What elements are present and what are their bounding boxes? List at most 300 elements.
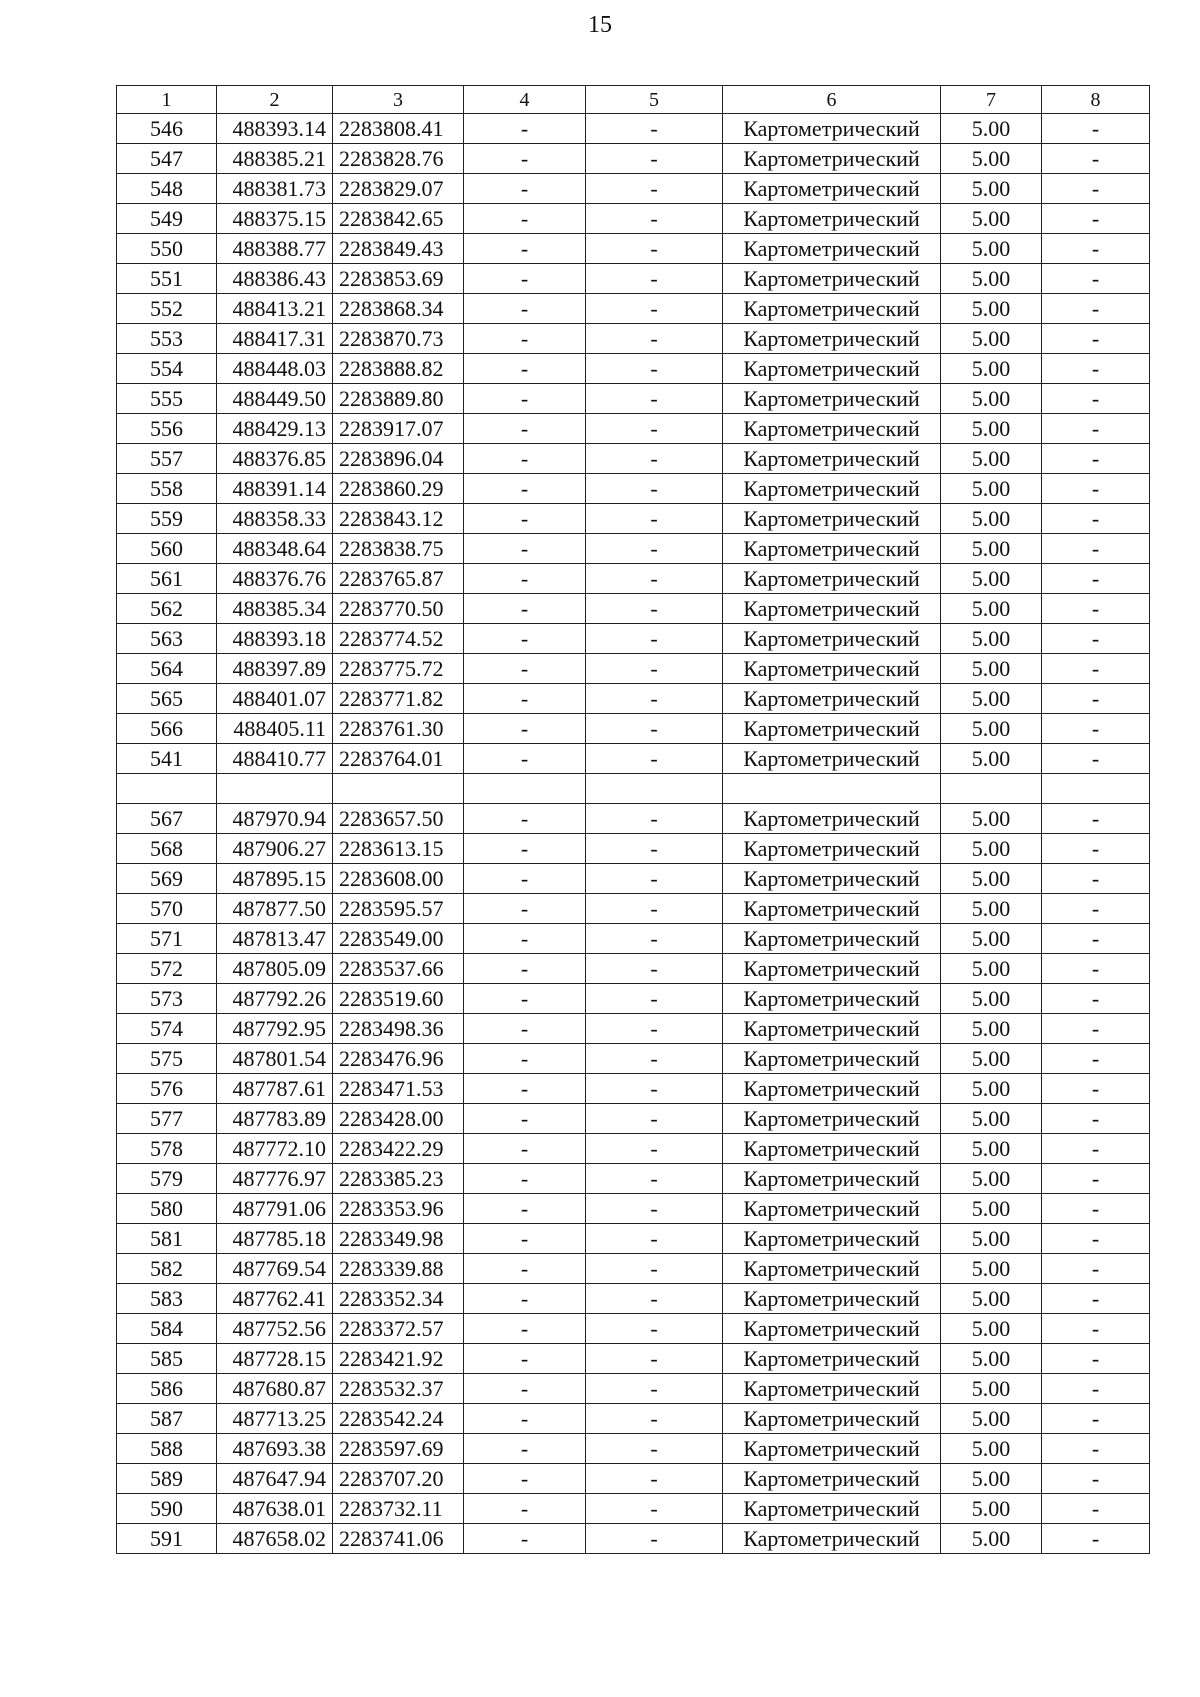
col8-cell: - xyxy=(1042,744,1150,774)
accuracy-cell: 5.00 xyxy=(941,1494,1042,1524)
col5-cell: - xyxy=(586,324,723,354)
x-coordinate-cell: 488397.89 xyxy=(217,654,333,684)
x-coordinate-cell: 487895.15 xyxy=(217,864,333,894)
y-coordinate-cell: 2283352.34 xyxy=(333,1284,464,1314)
col8-cell: - xyxy=(1042,714,1150,744)
x-coordinate-cell: 488410.77 xyxy=(217,744,333,774)
col8-cell: - xyxy=(1042,594,1150,624)
point-number-cell: 573 xyxy=(117,984,217,1014)
accuracy-cell: 5.00 xyxy=(941,1404,1042,1434)
method-cell: Картометрический xyxy=(723,1284,941,1314)
accuracy-cell: 5.00 xyxy=(941,1314,1042,1344)
col4-cell: - xyxy=(464,744,586,774)
table-row xyxy=(117,234,1150,264)
col5-cell: - xyxy=(586,114,723,144)
empty-cell xyxy=(723,774,941,804)
x-coordinate-cell: 487776.97 xyxy=(217,1164,333,1194)
accuracy-cell: 5.00 xyxy=(941,1254,1042,1284)
table-row xyxy=(117,1374,1150,1404)
method-cell: Картометрический xyxy=(723,174,941,204)
col4-cell: - xyxy=(464,1224,586,1254)
column-header: 8 xyxy=(1042,86,1150,114)
table-row xyxy=(117,1014,1150,1044)
method-cell: Картометрический xyxy=(723,924,941,954)
col5-cell: - xyxy=(586,594,723,624)
point-number-cell: 584 xyxy=(117,1314,217,1344)
point-number-cell: 580 xyxy=(117,1194,217,1224)
x-coordinate-cell: 488413.21 xyxy=(217,294,333,324)
col4-cell: - xyxy=(464,144,586,174)
column-header: 7 xyxy=(941,86,1042,114)
accuracy-cell: 5.00 xyxy=(941,354,1042,384)
y-coordinate-cell: 2283849.43 xyxy=(333,234,464,264)
col4-cell: - xyxy=(464,1374,586,1404)
table-row xyxy=(117,1134,1150,1164)
accuracy-cell: 5.00 xyxy=(941,954,1042,984)
empty-cell xyxy=(333,774,464,804)
col8-cell: - xyxy=(1042,864,1150,894)
table-row xyxy=(117,654,1150,684)
y-coordinate-cell: 2283896.04 xyxy=(333,444,464,474)
accuracy-cell: 5.00 xyxy=(941,1224,1042,1254)
y-coordinate-cell: 2283838.75 xyxy=(333,534,464,564)
x-coordinate-cell: 487801.54 xyxy=(217,1044,333,1074)
col4-cell: - xyxy=(464,264,586,294)
col5-cell: - xyxy=(586,984,723,1014)
col4-cell: - xyxy=(464,1524,586,1554)
point-number-cell: 586 xyxy=(117,1374,217,1404)
col5-cell: - xyxy=(586,474,723,504)
table-row xyxy=(117,264,1150,294)
x-coordinate-cell: 487785.18 xyxy=(217,1224,333,1254)
accuracy-cell: 5.00 xyxy=(941,864,1042,894)
table-row xyxy=(117,924,1150,954)
col5-cell: - xyxy=(586,1374,723,1404)
table-row xyxy=(117,354,1150,384)
x-coordinate-cell: 488417.31 xyxy=(217,324,333,354)
col8-cell: - xyxy=(1042,444,1150,474)
col8-cell: - xyxy=(1042,384,1150,414)
y-coordinate-cell: 2283765.87 xyxy=(333,564,464,594)
col4-cell: - xyxy=(464,234,586,264)
y-coordinate-cell: 2283770.50 xyxy=(333,594,464,624)
coordinates-table xyxy=(116,85,1150,1554)
accuracy-cell: 5.00 xyxy=(941,1194,1042,1224)
col8-cell: - xyxy=(1042,114,1150,144)
col4-cell: - xyxy=(464,714,586,744)
method-cell: Картометрический xyxy=(723,1404,941,1434)
col8-cell: - xyxy=(1042,1464,1150,1494)
table-row xyxy=(117,174,1150,204)
method-cell: Картометрический xyxy=(723,834,941,864)
point-number-cell: 565 xyxy=(117,684,217,714)
point-number-cell: 567 xyxy=(117,804,217,834)
col8-cell: - xyxy=(1042,1074,1150,1104)
x-coordinate-cell: 487772.10 xyxy=(217,1134,333,1164)
x-coordinate-cell: 487805.09 xyxy=(217,954,333,984)
table-row xyxy=(117,324,1150,354)
col4-cell: - xyxy=(464,204,586,234)
point-number-cell: 547 xyxy=(117,144,217,174)
accuracy-cell: 5.00 xyxy=(941,894,1042,924)
col4-cell: - xyxy=(464,804,586,834)
y-coordinate-cell: 2283597.69 xyxy=(333,1434,464,1464)
col4-cell: - xyxy=(464,1104,586,1134)
point-number-cell: 558 xyxy=(117,474,217,504)
x-coordinate-cell: 488376.76 xyxy=(217,564,333,594)
method-cell: Картометрический xyxy=(723,534,941,564)
col8-cell: - xyxy=(1042,654,1150,684)
accuracy-cell: 5.00 xyxy=(941,414,1042,444)
accuracy-cell: 5.00 xyxy=(941,474,1042,504)
col8-cell: - xyxy=(1042,204,1150,234)
point-number-cell: 550 xyxy=(117,234,217,264)
method-cell: Картометрический xyxy=(723,414,941,444)
col5-cell: - xyxy=(586,354,723,384)
column-header: 1 xyxy=(117,86,217,114)
col4-cell: - xyxy=(464,1014,586,1044)
col8-cell: - xyxy=(1042,1224,1150,1254)
col5-cell: - xyxy=(586,1344,723,1374)
accuracy-cell: 5.00 xyxy=(941,294,1042,324)
col4-cell: - xyxy=(464,894,586,924)
col5-cell: - xyxy=(586,1224,723,1254)
col5-cell: - xyxy=(586,864,723,894)
x-coordinate-cell: 487970.94 xyxy=(217,804,333,834)
table-row xyxy=(117,1194,1150,1224)
x-coordinate-cell: 488393.18 xyxy=(217,624,333,654)
table-row xyxy=(117,414,1150,444)
y-coordinate-cell: 2283349.98 xyxy=(333,1224,464,1254)
accuracy-cell: 5.00 xyxy=(941,1134,1042,1164)
table-body xyxy=(117,86,1150,1554)
accuracy-cell: 5.00 xyxy=(941,804,1042,834)
y-coordinate-cell: 2283339.88 xyxy=(333,1254,464,1284)
col8-cell: - xyxy=(1042,1014,1150,1044)
col5-cell: - xyxy=(586,294,723,324)
col5-cell: - xyxy=(586,654,723,684)
col4-cell: - xyxy=(464,294,586,324)
table-row xyxy=(117,444,1150,474)
col4-cell: - xyxy=(464,1494,586,1524)
method-cell: Картометрический xyxy=(723,354,941,384)
point-number-cell: 546 xyxy=(117,114,217,144)
y-coordinate-cell: 2283829.07 xyxy=(333,174,464,204)
col5-cell: - xyxy=(586,624,723,654)
col5-cell: - xyxy=(586,894,723,924)
point-number-cell: 553 xyxy=(117,324,217,354)
method-cell: Картометрический xyxy=(723,624,941,654)
y-coordinate-cell: 2283860.29 xyxy=(333,474,464,504)
point-number-cell: 585 xyxy=(117,1344,217,1374)
col5-cell: - xyxy=(586,924,723,954)
method-cell: Картометрический xyxy=(723,594,941,624)
y-coordinate-cell: 2283741.06 xyxy=(333,1524,464,1554)
accuracy-cell: 5.00 xyxy=(941,1464,1042,1494)
accuracy-cell: 5.00 xyxy=(941,744,1042,774)
col5-cell: - xyxy=(586,1134,723,1164)
y-coordinate-cell: 2283595.57 xyxy=(333,894,464,924)
x-coordinate-cell: 487791.06 xyxy=(217,1194,333,1224)
method-cell: Картометрический xyxy=(723,1194,941,1224)
y-coordinate-cell: 2283842.65 xyxy=(333,204,464,234)
point-number-cell: 548 xyxy=(117,174,217,204)
table-row xyxy=(117,534,1150,564)
y-coordinate-cell: 2283498.36 xyxy=(333,1014,464,1044)
empty-cell xyxy=(217,774,333,804)
empty-cell xyxy=(586,774,723,804)
accuracy-cell: 5.00 xyxy=(941,924,1042,954)
point-number-cell: 572 xyxy=(117,954,217,984)
x-coordinate-cell: 487792.26 xyxy=(217,984,333,1014)
table-row xyxy=(117,894,1150,924)
x-coordinate-cell: 488381.73 xyxy=(217,174,333,204)
point-number-cell: 588 xyxy=(117,1434,217,1464)
col5-cell: - xyxy=(586,534,723,564)
accuracy-cell: 5.00 xyxy=(941,1374,1042,1404)
table-row xyxy=(117,594,1150,624)
point-number-cell: 562 xyxy=(117,594,217,624)
col4-cell: - xyxy=(464,384,586,414)
table-row xyxy=(117,114,1150,144)
col8-cell: - xyxy=(1042,1254,1150,1284)
col5-cell: - xyxy=(586,1464,723,1494)
table-row xyxy=(117,1344,1150,1374)
y-coordinate-cell: 2283732.11 xyxy=(333,1494,464,1524)
x-coordinate-cell: 487647.94 xyxy=(217,1464,333,1494)
method-cell: Картометрический xyxy=(723,1014,941,1044)
col5-cell: - xyxy=(586,1194,723,1224)
point-number-cell: 551 xyxy=(117,264,217,294)
col5-cell: - xyxy=(586,954,723,984)
col5-cell: - xyxy=(586,1494,723,1524)
point-number-cell: 541 xyxy=(117,744,217,774)
y-coordinate-cell: 2283537.66 xyxy=(333,954,464,984)
accuracy-cell: 5.00 xyxy=(941,1524,1042,1554)
accuracy-cell: 5.00 xyxy=(941,1014,1042,1044)
col8-cell: - xyxy=(1042,984,1150,1014)
table-row xyxy=(117,474,1150,504)
x-coordinate-cell: 487787.61 xyxy=(217,1074,333,1104)
col5-cell: - xyxy=(586,1434,723,1464)
accuracy-cell: 5.00 xyxy=(941,444,1042,474)
method-cell: Картометрический xyxy=(723,234,941,264)
x-coordinate-cell: 487813.47 xyxy=(217,924,333,954)
column-header: 6 xyxy=(723,86,941,114)
method-cell: Картометрический xyxy=(723,444,941,474)
method-cell: Картометрический xyxy=(723,324,941,354)
col5-cell: - xyxy=(586,144,723,174)
point-number-cell: 559 xyxy=(117,504,217,534)
col4-cell: - xyxy=(464,1164,586,1194)
x-coordinate-cell: 487680.87 xyxy=(217,1374,333,1404)
col5-cell: - xyxy=(586,264,723,294)
method-cell: Картометрический xyxy=(723,744,941,774)
col5-cell: - xyxy=(586,564,723,594)
col4-cell: - xyxy=(464,594,586,624)
y-coordinate-cell: 2283657.50 xyxy=(333,804,464,834)
y-coordinate-cell: 2283917.07 xyxy=(333,414,464,444)
method-cell: Картометрический xyxy=(723,1434,941,1464)
y-coordinate-cell: 2283608.00 xyxy=(333,864,464,894)
col4-cell: - xyxy=(464,1314,586,1344)
accuracy-cell: 5.00 xyxy=(941,324,1042,354)
col4-cell: - xyxy=(464,1404,586,1434)
point-number-cell: 571 xyxy=(117,924,217,954)
col4-cell: - xyxy=(464,924,586,954)
y-coordinate-cell: 2283385.23 xyxy=(333,1164,464,1194)
x-coordinate-cell: 487658.02 xyxy=(217,1524,333,1554)
table-row xyxy=(117,204,1150,234)
table-row xyxy=(117,1464,1150,1494)
col8-cell: - xyxy=(1042,1194,1150,1224)
col8-cell: - xyxy=(1042,894,1150,924)
col4-cell: - xyxy=(464,1284,586,1314)
y-coordinate-cell: 2283764.01 xyxy=(333,744,464,774)
x-coordinate-cell: 488391.14 xyxy=(217,474,333,504)
separator-row xyxy=(117,774,1150,804)
table-row xyxy=(117,1524,1150,1554)
table-row xyxy=(117,1434,1150,1464)
x-coordinate-cell: 487792.95 xyxy=(217,1014,333,1044)
col4-cell: - xyxy=(464,324,586,354)
y-coordinate-cell: 2283421.92 xyxy=(333,1344,464,1374)
x-coordinate-cell: 487752.56 xyxy=(217,1314,333,1344)
col4-cell: - xyxy=(464,1074,586,1104)
table-row xyxy=(117,834,1150,864)
method-cell: Картометрический xyxy=(723,1524,941,1554)
y-coordinate-cell: 2283808.41 xyxy=(333,114,464,144)
x-coordinate-cell: 488375.15 xyxy=(217,204,333,234)
col5-cell: - xyxy=(586,234,723,264)
col8-cell: - xyxy=(1042,174,1150,204)
col5-cell: - xyxy=(586,684,723,714)
method-cell: Картометрический xyxy=(723,1224,941,1254)
col8-cell: - xyxy=(1042,534,1150,564)
col8-cell: - xyxy=(1042,354,1150,384)
col8-cell: - xyxy=(1042,1044,1150,1074)
table-row xyxy=(117,1404,1150,1434)
method-cell: Картометрический xyxy=(723,1494,941,1524)
empty-cell xyxy=(117,774,217,804)
point-number-cell: 581 xyxy=(117,1224,217,1254)
method-cell: Картометрический xyxy=(723,564,941,594)
table-row xyxy=(117,1074,1150,1104)
y-coordinate-cell: 2283519.60 xyxy=(333,984,464,1014)
point-number-cell: 587 xyxy=(117,1404,217,1434)
col5-cell: - xyxy=(586,1284,723,1314)
point-number-cell: 583 xyxy=(117,1284,217,1314)
col8-cell: - xyxy=(1042,684,1150,714)
point-number-cell: 555 xyxy=(117,384,217,414)
accuracy-cell: 5.00 xyxy=(941,534,1042,564)
accuracy-cell: 5.00 xyxy=(941,1104,1042,1134)
method-cell: Картометрический xyxy=(723,1254,941,1284)
col5-cell: - xyxy=(586,174,723,204)
col4-cell: - xyxy=(464,1434,586,1464)
point-number-cell: 560 xyxy=(117,534,217,564)
method-cell: Картометрический xyxy=(723,114,941,144)
x-coordinate-cell: 488385.21 xyxy=(217,144,333,174)
accuracy-cell: 5.00 xyxy=(941,504,1042,534)
col5-cell: - xyxy=(586,714,723,744)
col4-cell: - xyxy=(464,834,586,864)
method-cell: Картометрический xyxy=(723,864,941,894)
col5-cell: - xyxy=(586,414,723,444)
y-coordinate-cell: 2283428.00 xyxy=(333,1104,464,1134)
col8-cell: - xyxy=(1042,1104,1150,1134)
y-coordinate-cell: 2283888.82 xyxy=(333,354,464,384)
x-coordinate-cell: 488348.64 xyxy=(217,534,333,564)
col5-cell: - xyxy=(586,804,723,834)
accuracy-cell: 5.00 xyxy=(941,234,1042,264)
col8-cell: - xyxy=(1042,1284,1150,1314)
accuracy-cell: 5.00 xyxy=(941,594,1042,624)
col8-cell: - xyxy=(1042,1434,1150,1464)
y-coordinate-cell: 2283771.82 xyxy=(333,684,464,714)
table-row xyxy=(117,984,1150,1014)
method-cell: Картометрический xyxy=(723,384,941,414)
table-row xyxy=(117,804,1150,834)
column-header: 2 xyxy=(217,86,333,114)
method-cell: Картометрический xyxy=(723,684,941,714)
col5-cell: - xyxy=(586,1524,723,1554)
x-coordinate-cell: 487762.41 xyxy=(217,1284,333,1314)
col8-cell: - xyxy=(1042,1134,1150,1164)
col8-cell: - xyxy=(1042,954,1150,984)
method-cell: Картометрический xyxy=(723,954,941,984)
table-row xyxy=(117,864,1150,894)
col4-cell: - xyxy=(464,1194,586,1224)
y-coordinate-cell: 2283889.80 xyxy=(333,384,464,414)
y-coordinate-cell: 2283774.52 xyxy=(333,624,464,654)
y-coordinate-cell: 2283532.37 xyxy=(333,1374,464,1404)
accuracy-cell: 5.00 xyxy=(941,264,1042,294)
point-number-cell: 579 xyxy=(117,1164,217,1194)
method-cell: Картометрический xyxy=(723,1074,941,1104)
x-coordinate-cell: 487769.54 xyxy=(217,1254,333,1284)
y-coordinate-cell: 2283868.34 xyxy=(333,294,464,324)
method-cell: Картометрический xyxy=(723,294,941,324)
method-cell: Картометрический xyxy=(723,804,941,834)
col4-cell: - xyxy=(464,864,586,894)
method-cell: Картометрический xyxy=(723,1044,941,1074)
accuracy-cell: 5.00 xyxy=(941,1164,1042,1194)
accuracy-cell: 5.00 xyxy=(941,1044,1042,1074)
method-cell: Картометрический xyxy=(723,894,941,924)
point-number-cell: 582 xyxy=(117,1254,217,1284)
col8-cell: - xyxy=(1042,234,1150,264)
point-number-cell: 556 xyxy=(117,414,217,444)
point-number-cell: 557 xyxy=(117,444,217,474)
col5-cell: - xyxy=(586,1254,723,1284)
col5-cell: - xyxy=(586,204,723,234)
table-row xyxy=(117,384,1150,414)
x-coordinate-cell: 487877.50 xyxy=(217,894,333,924)
accuracy-cell: 5.00 xyxy=(941,654,1042,684)
x-coordinate-cell: 488401.07 xyxy=(217,684,333,714)
table-row xyxy=(117,504,1150,534)
table-row xyxy=(117,744,1150,774)
y-coordinate-cell: 2283476.96 xyxy=(333,1044,464,1074)
table-row xyxy=(117,624,1150,654)
y-coordinate-cell: 2283353.96 xyxy=(333,1194,464,1224)
col8-cell: - xyxy=(1042,1164,1150,1194)
table-row xyxy=(117,714,1150,744)
x-coordinate-cell: 487713.25 xyxy=(217,1404,333,1434)
table-row xyxy=(117,1104,1150,1134)
table-row xyxy=(117,1224,1150,1254)
